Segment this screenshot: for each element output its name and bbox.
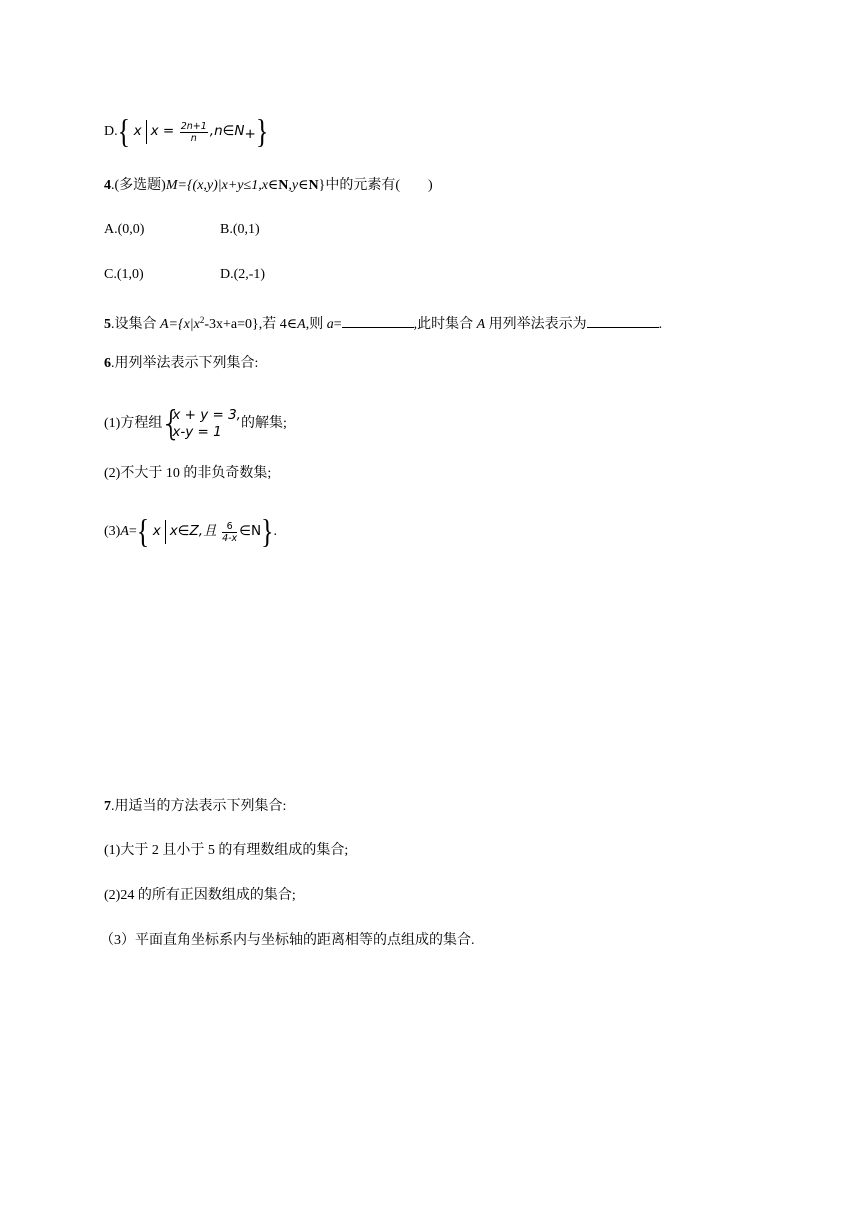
question-number: 4: [104, 178, 111, 193]
set-divider: [165, 520, 166, 544]
question-number: 7: [104, 799, 111, 814]
q7-part-2: (2)24 的所有正因数组成的集合;: [104, 888, 296, 903]
q4-option-a: A.(0,0): [104, 222, 145, 237]
fraction-denominator: 4-x: [222, 532, 238, 544]
question-5: [104, 310, 662, 335]
equals: =: [128, 524, 137, 540]
right-brace: }: [261, 512, 274, 551]
fraction: [180, 121, 208, 144]
set-expression: M={(x,y)|x+y≤1,x∈: [165, 178, 279, 193]
answer-blank-2[interactable]: [587, 313, 659, 328]
set-domain: ,n∈N: [209, 123, 245, 140]
set-variable: x: [152, 523, 161, 540]
set-expression: A={x|x: [160, 317, 200, 332]
q7-part-3: （3）平面直角坐标系内与坐标轴的距离相等的点组成的集合.: [100, 933, 475, 948]
question-4: [104, 176, 433, 196]
set-condition: x =: [150, 123, 175, 140]
part-label: (1)方程组: [104, 416, 163, 432]
equation-1: x + y = 3,: [172, 407, 241, 423]
q6-part-1: [104, 404, 287, 444]
left-brace: {: [117, 112, 131, 151]
fraction: [222, 521, 237, 544]
left-brace: {: [136, 512, 150, 551]
question-stem: .用适当的方法表示下列集合:: [111, 799, 287, 814]
period: .: [273, 524, 278, 540]
set-name: A: [120, 524, 129, 540]
q4-option-c: C.(1,0): [104, 267, 144, 282]
period: .: [658, 317, 663, 332]
question-text: .设集合: [111, 317, 160, 332]
set-name: A: [476, 317, 486, 332]
question-number: 5: [104, 317, 111, 332]
right-brace: }: [255, 112, 269, 151]
set-divider: [146, 120, 147, 144]
q4-option-d: D.(2,-1): [220, 267, 266, 282]
q7-part-1: (1)大于 2 且小于 5 的有理数组成的集合;: [104, 843, 349, 858]
q4-option-b: B.(0,1): [220, 222, 260, 237]
set-expression-mid: ,y∈: [288, 178, 309, 193]
option-label: D.: [104, 124, 118, 140]
fraction-numerator: 6: [222, 521, 237, 533]
set-condition: x∈Z,且: [169, 523, 217, 540]
question-7: [104, 797, 286, 817]
question-stem: .用列举法表示下列集合:: [111, 356, 259, 371]
equation-system: [160, 404, 241, 444]
variable: a: [326, 317, 334, 332]
question-text: 用列举法表示为: [485, 317, 587, 332]
question-number: 6: [104, 356, 111, 371]
set-variable: x: [133, 123, 142, 140]
set-name: A: [297, 317, 306, 332]
question-text: ,则: [305, 317, 327, 332]
superscript: 2: [199, 315, 205, 325]
natural-set-symbol: N: [278, 178, 289, 193]
natural-set-symbol: N: [308, 178, 319, 193]
question-tag: .(多选题): [111, 178, 166, 193]
question-6: [104, 354, 258, 374]
equals: =: [333, 317, 342, 332]
equation-2: x-y = 1: [172, 424, 222, 440]
q6-part-2: (2)不大于 10 的非负奇数集;: [104, 466, 272, 481]
q6-part-3: [104, 512, 278, 551]
subscript: +: [244, 126, 256, 143]
answer-blank-1[interactable]: [342, 313, 414, 328]
set-membership: ∈N: [239, 523, 262, 540]
question-stem-tail: }中的元素有( ): [318, 178, 433, 193]
fraction-numerator: 2n+1: [180, 120, 207, 132]
q3-option-d: [104, 112, 269, 151]
part-label: (3): [104, 524, 121, 540]
fraction-denominator: n: [190, 132, 197, 144]
system-brace: {: [160, 404, 182, 444]
question-text: ,此时集合: [413, 317, 477, 332]
part-text: 的解集;: [240, 416, 287, 432]
question-text: -3x+a=0},若 4∈: [204, 317, 298, 332]
